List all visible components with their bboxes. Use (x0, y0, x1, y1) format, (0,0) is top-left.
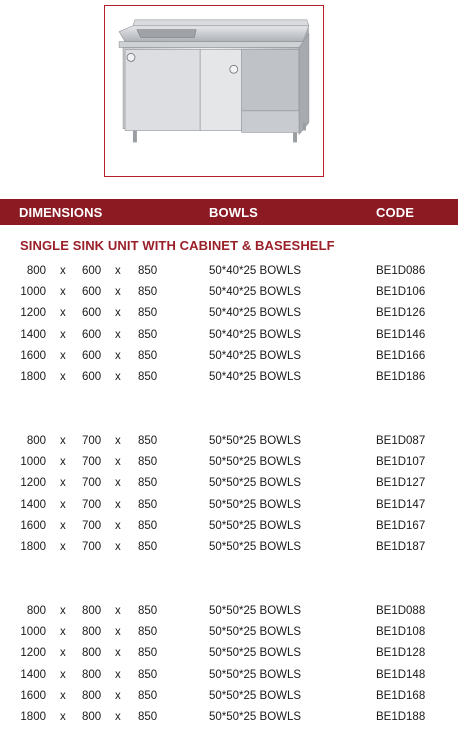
column-header-bowls: BOWLS (209, 205, 258, 220)
cell-separator: x (115, 689, 121, 702)
table-row (0, 539, 458, 559)
cell-width: 800 (26, 435, 46, 447)
cell-code: BE1D087 (376, 435, 426, 447)
cell-bowls: 50*40*25 BOWLS (209, 349, 302, 362)
cell-code: BE1D126 (376, 307, 426, 320)
cell-separator: x (115, 265, 121, 277)
cell-height: 850 (138, 711, 158, 723)
cell-depth: 600 (82, 265, 102, 277)
cell-depth: 800 (82, 711, 102, 723)
cell-width: 1800 (20, 541, 46, 553)
cell-width: 1000 (20, 286, 46, 299)
table-row (0, 667, 458, 687)
cell-separator: x (60, 349, 66, 362)
cell-code: BE1D168 (376, 689, 426, 702)
cell-bowls: 50*50*25 BOWLS (209, 626, 302, 639)
cell-bowls: 50*50*25 BOWLS (209, 456, 302, 469)
cell-width: 1800 (20, 711, 46, 723)
cell-code: BE1D167 (376, 519, 426, 532)
cell-code: BE1D107 (376, 456, 426, 469)
cell-depth: 600 (82, 307, 102, 320)
column-header-code: CODE (376, 205, 414, 220)
cell-separator: x (60, 265, 66, 277)
cell-separator: x (115, 435, 121, 447)
table-row (0, 369, 458, 389)
cell-separator: x (60, 435, 66, 447)
cell-separator: x (60, 456, 66, 469)
table-row (0, 624, 458, 644)
cell-separator: x (60, 647, 66, 660)
cell-depth: 700 (82, 519, 102, 532)
cell-width: 1400 (20, 328, 46, 341)
cell-separator: x (115, 498, 121, 511)
cell-bowls: 50*50*25 BOWLS (209, 647, 302, 660)
cell-width: 1000 (20, 456, 46, 469)
cell-height: 850 (138, 626, 158, 639)
cell-separator: x (115, 286, 121, 299)
cell-bowls: 50*50*25 BOWLS (209, 668, 302, 681)
cell-height: 850 (138, 456, 158, 469)
cell-code: BE1D166 (376, 349, 426, 362)
cell-width: 1800 (20, 371, 46, 383)
cell-depth: 700 (82, 541, 102, 553)
cell-separator: x (115, 626, 121, 639)
cell-separator: x (60, 477, 66, 490)
cell-width: 1600 (20, 519, 46, 532)
cell-depth: 600 (82, 286, 102, 299)
cell-code: BE1D188 (376, 711, 426, 723)
cell-separator: x (115, 307, 121, 320)
cell-bowls: 50*40*25 BOWLS (209, 265, 302, 277)
product-image-frame (104, 5, 324, 177)
cell-separator: x (60, 498, 66, 511)
cell-height: 850 (138, 349, 158, 362)
table-row (0, 518, 458, 538)
cell-width: 1400 (20, 668, 46, 681)
cell-code: BE1D106 (376, 286, 426, 299)
cell-bowls: 50*50*25 BOWLS (209, 477, 302, 490)
cell-bowls: 50*50*25 BOWLS (209, 519, 302, 532)
cell-depth: 700 (82, 456, 102, 469)
cell-height: 850 (138, 477, 158, 490)
cell-bowls: 50*50*25 BOWLS (209, 435, 302, 447)
cell-width: 800 (26, 605, 46, 617)
cell-code: BE1D147 (376, 498, 426, 511)
cell-code: BE1D148 (376, 668, 426, 681)
cell-depth: 600 (82, 371, 102, 383)
cell-width: 1400 (20, 498, 46, 511)
table-row (0, 305, 458, 325)
column-header-dimensions: DIMENSIONS (19, 205, 103, 220)
cell-bowls: 50*50*25 BOWLS (209, 605, 302, 617)
section-title: SINGLE SINK UNIT WITH CABINET & BASESHELF (20, 238, 335, 253)
cell-separator: x (115, 541, 121, 553)
cell-height: 850 (138, 307, 158, 320)
cell-height: 850 (138, 668, 158, 681)
table-row (0, 327, 458, 347)
table-header (0, 199, 458, 225)
cell-depth: 800 (82, 605, 102, 617)
cell-separator: x (60, 307, 66, 320)
cell-separator: x (60, 519, 66, 532)
cell-separator: x (115, 519, 121, 532)
cell-depth: 800 (82, 626, 102, 639)
cell-depth: 600 (82, 349, 102, 362)
cell-depth: 800 (82, 647, 102, 660)
cell-width: 1200 (20, 477, 46, 490)
cell-separator: x (60, 689, 66, 702)
cell-depth: 700 (82, 477, 102, 490)
cell-separator: x (115, 477, 121, 490)
cell-height: 850 (138, 265, 158, 277)
cell-depth: 700 (82, 498, 102, 511)
cell-separator: x (115, 456, 121, 469)
cell-separator: x (60, 626, 66, 639)
cell-separator: x (60, 371, 66, 383)
cell-width: 1200 (20, 307, 46, 320)
cell-separator: x (115, 328, 121, 341)
cell-separator: x (115, 711, 121, 723)
cell-code: BE1D108 (376, 626, 426, 639)
cell-height: 850 (138, 519, 158, 532)
cell-code: BE1D088 (376, 605, 426, 617)
table-row (0, 433, 458, 453)
cell-code: BE1D187 (376, 541, 426, 553)
cell-height: 850 (138, 541, 158, 553)
cell-separator: x (60, 605, 66, 617)
cell-separator: x (115, 349, 121, 362)
cell-depth: 800 (82, 668, 102, 681)
cell-height: 850 (138, 605, 158, 617)
cell-bowls: 50*40*25 BOWLS (209, 307, 302, 320)
cell-code: BE1D127 (376, 477, 426, 490)
table-row (0, 709, 458, 729)
cell-code: BE1D128 (376, 647, 426, 660)
table-row (0, 284, 458, 304)
table-row (0, 603, 458, 623)
cell-bowls: 50*40*25 BOWLS (209, 328, 302, 341)
cell-bowls: 50*50*25 BOWLS (209, 711, 302, 723)
cell-height: 850 (138, 647, 158, 660)
cell-height: 850 (138, 689, 158, 702)
cell-code: BE1D086 (376, 265, 426, 277)
cell-height: 850 (138, 286, 158, 299)
cell-depth: 800 (82, 689, 102, 702)
cell-depth: 600 (82, 328, 102, 341)
cell-depth: 700 (82, 435, 102, 447)
table-row (0, 475, 458, 495)
cell-separator: x (60, 711, 66, 723)
cell-separator: x (115, 605, 121, 617)
cell-separator: x (60, 668, 66, 681)
cell-separator: x (60, 286, 66, 299)
cell-code: BE1D146 (376, 328, 426, 341)
cell-separator: x (115, 371, 121, 383)
cell-height: 850 (138, 328, 158, 341)
cell-height: 850 (138, 435, 158, 447)
table-row (0, 263, 458, 283)
sink-unit-image (105, 6, 323, 176)
table-row (0, 454, 458, 474)
table-row (0, 497, 458, 517)
table-row (0, 348, 458, 368)
cell-separator: x (60, 328, 66, 341)
cell-height: 850 (138, 371, 158, 383)
cell-bowls: 50*50*25 BOWLS (209, 541, 302, 553)
cell-code: BE1D186 (376, 371, 426, 383)
cell-separator: x (60, 541, 66, 553)
table-row (0, 645, 458, 665)
table-row (0, 688, 458, 708)
cell-bowls: 50*50*25 BOWLS (209, 498, 302, 511)
cell-width: 1600 (20, 349, 46, 362)
cell-height: 850 (138, 498, 158, 511)
cell-width: 1200 (20, 647, 46, 660)
cell-bowls: 50*50*25 BOWLS (209, 689, 302, 702)
cell-bowls: 50*40*25 BOWLS (209, 371, 302, 383)
cell-width: 1600 (20, 689, 46, 702)
cell-separator: x (115, 668, 121, 681)
cell-bowls: 50*40*25 BOWLS (209, 286, 302, 299)
cell-width: 800 (26, 265, 46, 277)
cell-separator: x (115, 647, 121, 660)
cell-width: 1000 (20, 626, 46, 639)
